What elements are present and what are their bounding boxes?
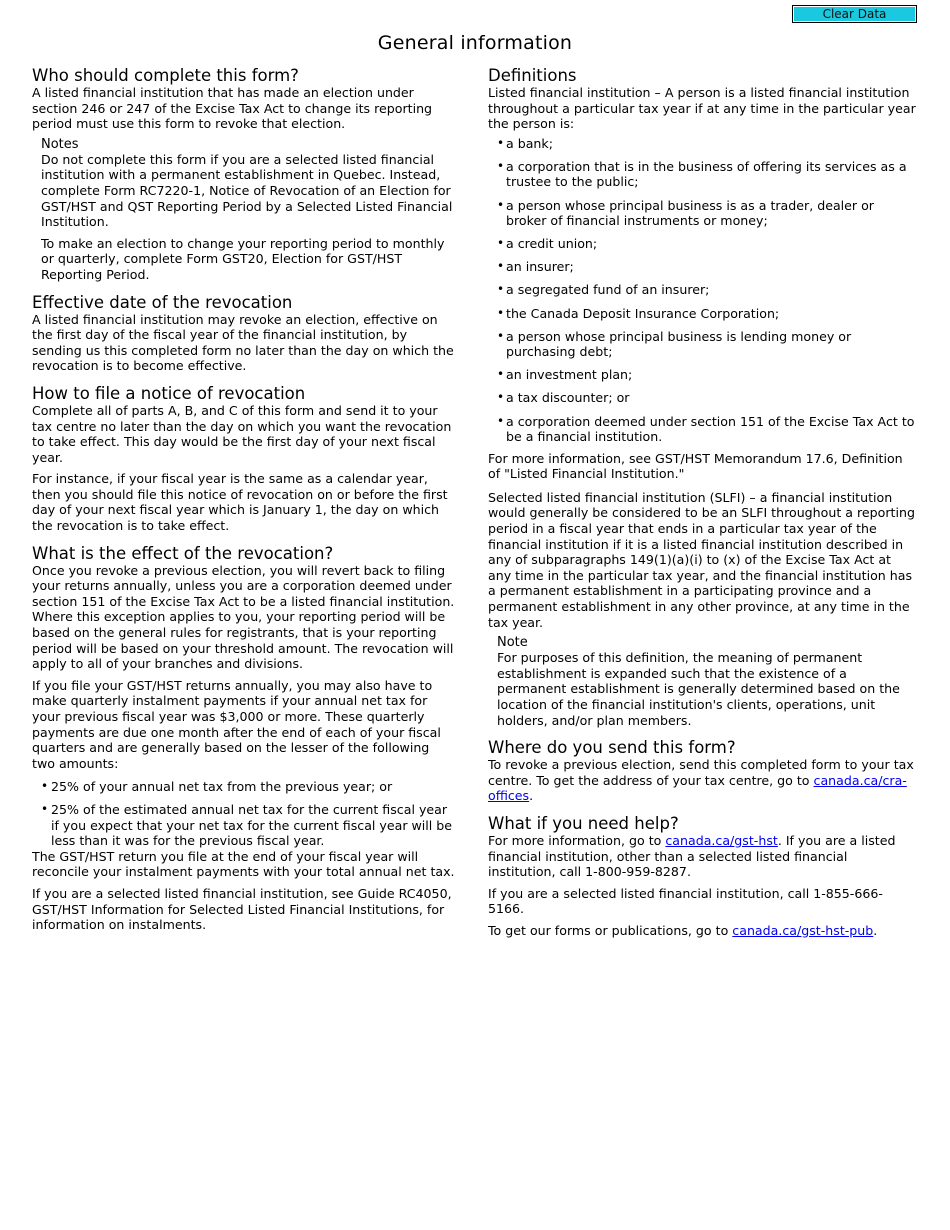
slfi-definition: Selected listed financial institution (SLFI) – a financial institution would generally be considered to be an SLFI throughout a reporting period in a fiscal year that ends in a particular tax year of the financial institution if it is a listed financial institution described in any of subparagraphs 149(1)(a)(i) to (x) of the Excise Tax Act at any time in the particular tax year, and the financial institution has a permanent establishment in a participating province and a permanent establishment in any other province, at any time in the tax year. [488,489,915,630]
how-heading: How to file a notice of revocation [32,383,306,403]
list-item: • a corporation deemed under section 151 of the Excise Tax Act to be a financial institution. [497,413,915,445]
note-title: Note [497,635,528,651]
who-heading: Who should complete this form? [32,66,299,85]
page-title: General information [377,32,573,54]
effect-heading: What is the effect of the revocation? [32,543,334,563]
how-text-1: Complete all of parts A, B, and C of this form and send it to your tax centre no later than the day on which you want the revocation to take effect. This day would be the first day of your next fiscal year. [32,402,452,465]
list-item: • a segregated fund of an insurer; [497,282,710,298]
who-text: A listed financial institution that has made an election under section 246 or 247 of the Excise Tax Act to change its reporting period must use this form to revoke that election. [32,85,433,132]
list-item: • 25% of the estimated annual net tax for the current fiscal year if you expect that your net tax for the current fiscal year will be less than it was for the previous fiscal year. [41,801,453,849]
list-item: • a person whose principal business is lending money or purchasing debt; [497,328,852,360]
effect-text-1: Once you revoke a previous election, you will revert back to filing your returns annually, unless you are a corporation deemed under section 151 of the Excise Tax Act to be a listed financial institution. Where this exception applies to you, your reporting period will be based on the general rules for registrants, that is your reporting period will be based on your threshold amount. The revocation will apply to all of your branches and divisions. [32,562,455,672]
list-item: • 25% of your annual net tax from the previous year; or [41,778,393,794]
definitions-heading: Definitions [488,66,577,85]
lfi-definition: Listed financial institution – A person is a listed financial institution throughout a particular tax year if at any time in the particular year the person is: [488,85,916,132]
instalment-list [32,779,456,849]
list-item: • the Canada Deposit Insurance Corporation; [497,305,780,321]
gst-hst-pub-link[interactable]: canada.ca/gst-hst-pub [732,922,874,938]
help-text-2: If you are a selected listed financial institution, call 1-855-666-5166. [488,885,883,917]
clear-data-button[interactable]: Clear Data [792,5,917,23]
gst-hst-link[interactable]: canada.ca/gst-hst [665,832,778,848]
effect-text-4: If you are a selected listed financial institution, see Guide RC4050, GST/HST Information for Selected Listed Financial Institutions, for information on instalments. [32,885,452,933]
effect-text-2: If you file your GST/HST returns annually, you may also have to make quarterly instalment payments if your annual net tax for your previous fiscal year was $3,000 or more. These quarterly payments are due one month after the end of each of your fiscal quarters and are generally based on the lesser of the following two amounts: [32,677,441,771]
memorandum-reference: For more information, see GST/HST Memorandum 17.6, Definition of "Listed Financial Institution." [488,450,903,482]
effect-text-3: The GST/HST return you file at the end of your fiscal year will reconcile your instalment payments with your total annual net tax. [32,848,455,880]
list-item: • a bank; [497,135,553,151]
send-text: To revoke a previous election, send this completed form to your tax centre. To get the address of your tax centre, go to canada.ca/cra-offices. [488,757,914,804]
note-box [497,635,916,728]
list-item: • a tax discounter; or [497,390,630,406]
list-item: • an insurer; [497,259,574,275]
cra-offices-link[interactable]: canada.ca/cra-offices [488,772,907,804]
note-text: For purposes of this definition, the meaning of permanent establishment is expanded such that the existence of a permanent establishment is generally determined based on the location of the financial institution's clients, operations, unit holders, and/or plan members. [497,650,900,728]
left-column [32,66,456,933]
help-text-1: For more information, go to canada.ca/gst-hst. If you are a listed financial institution, other than a selected listed financial institution, call 1-800-959-8287. [488,832,896,880]
help-text-3: To get our forms or publications, go to canada.ca/gst-hst-pub. [488,922,878,938]
lfi-list [488,136,916,445]
list-item: • an investment plan; [497,367,633,383]
how-text-2: For instance, if your fiscal year is the same as a calendar year, then you should file this notice of revocation on or before the first day of your next fiscal year which is January 1, the day on which the revocation is to take effect. [32,471,448,534]
notes-box [41,137,456,283]
list-item: • a credit union; [497,236,598,252]
send-heading: Where do you send this form? [488,738,736,758]
notes-title: Notes [41,136,79,152]
note-1: Do not complete this form if you are a selected listed financial institution with a permanent establishment in Quebec. Instead, complete Form RC7220-1, Notice of Revocation of an Election for GST/HST and QST Reporting Period by a Selected Listed Financial Institution. [41,151,453,230]
effective-text: A listed financial institution may revoke an election, effective on the first day of the fiscal year of the financial institution, by sending us this completed form no later than the day on which the revocation is to become effective. [32,311,454,374]
effective-heading: Effective date of the revocation [32,292,293,312]
right-column [488,66,916,939]
help-heading: What if you need help? [488,813,679,833]
list-item: • a person whose principal business is as a trader, dealer or broker of financial instruments or money; [497,197,874,229]
list-item: • a corporation that is in the business of offering its services as a trustee to the public; [497,158,907,190]
note-2: To make an election to change your reporting period to monthly or quarterly, complete Form GST20, Election for GST/HST Reporting Period. [41,235,445,282]
